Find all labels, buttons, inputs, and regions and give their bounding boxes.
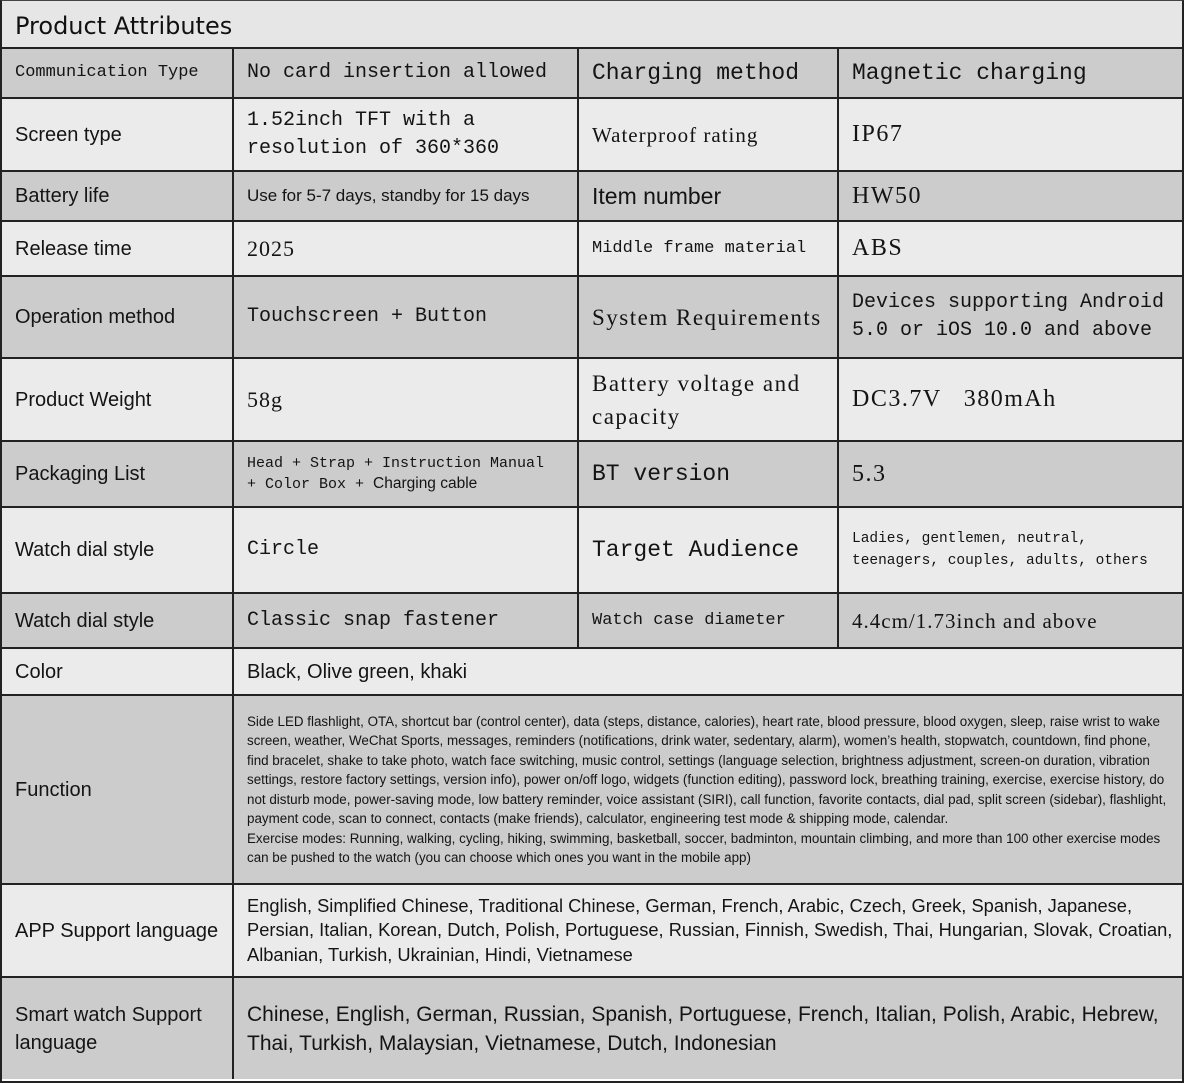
attr-value: 4.4cm/1.73inch and above: [838, 593, 1182, 648]
packaging-line-2-cable: Charging cable: [373, 474, 478, 492]
attr-value: HW50: [838, 171, 1182, 221]
table-row: [2, 593, 1182, 648]
attr-value: 2025: [233, 221, 578, 276]
function-list: Side LED flashlight, OTA, shortcut bar (control center), data (steps, distance, calories), heart rate, blood pressure, blood oxygen, sleep, raise wrist to wake screen, weather, WeChat Sports, messages, reminders (notifications, drink water, sedentary, alarm), women’s health, stopwatch, countdown, find phone, find bracelet, shake to take photo, watch face switching, music control, settings (language selection, brightness adjustment, screen-on duration, vibration settings, restore factory settings, version info), power on/off logo, widgets (function editing), password lock, breathing training, exercise, exercise history, do not disturb mode, power-saving mode, low battery reminder, voice assistant (SIRI), call function, favorite contacts, dial pad, split screen (sidebar), flashlight, payment code, scan to connect, contacts (make friends), calculator, engineering test mode & shipping mode, calendar.: [247, 713, 1167, 826]
attr-value: Devices supporting Android 5.0 or iOS 10.0 and above: [838, 276, 1182, 358]
table-row: [2, 276, 1182, 358]
attr-label: Watch dial style: [2, 593, 233, 648]
packaging-line-1: Head + Strap + Instruction Manual: [247, 454, 545, 472]
table-row: [2, 171, 1182, 221]
attr-label: Waterproof rating: [578, 98, 838, 171]
table-row: [2, 507, 1182, 593]
attr-value: Use for 5-7 days, standby for 15 days: [233, 171, 578, 221]
attributes-table: [2, 49, 1182, 1079]
packaging-line-2: + Color Box +: [247, 475, 374, 493]
attr-value: Touchscreen + Button: [233, 276, 578, 358]
attr-value: No card insertion allowed: [233, 49, 578, 98]
exercise-modes: Exercise modes: Running, walking, cycling, hiking, swimming, basketball, soccer, badminton, mountain climbing, and more than 100 other exercise modes can be pushed to the watch (you can choose which ones you want in the mobile app): [247, 830, 1161, 865]
table-row: [2, 977, 1182, 1079]
attr-value: 5.3: [838, 441, 1182, 507]
attr-label: Communication Type: [2, 49, 233, 98]
attr-value: 58g: [233, 358, 578, 441]
attr-label: Screen type: [2, 98, 233, 171]
attr-value: DC3.7V 380mAh: [838, 358, 1182, 441]
attr-value: ABS: [838, 221, 1182, 276]
attr-value: English, Simplified Chinese, Traditional Chinese, German, French, Arabic, Czech, Greek, Spanish, Japanese, Persian, Italian, Korean, Dutch, Polish, Portuguese, Russian, Finnish, Swedish, Thai, Hungarian, Slovak, Croatian, Albanian, Turkish, Ukrainian, Hindi, Vietnamese: [233, 884, 1182, 977]
attr-label: Watch dial style: [2, 507, 233, 593]
attr-value: IP67: [838, 98, 1182, 171]
table-row: [2, 884, 1182, 977]
attr-label: Charging method: [578, 49, 838, 98]
attr-label: Release time: [2, 221, 233, 276]
attr-label: Function: [2, 695, 233, 884]
attr-label: BT version: [578, 441, 838, 507]
table-row: [2, 695, 1182, 884]
table-row: [2, 648, 1182, 695]
attr-label: System Requirements: [578, 276, 838, 358]
attr-label: Packaging List: [2, 441, 233, 507]
attr-label: Item number: [578, 171, 838, 221]
attr-label: Battery voltage and capacity: [578, 358, 838, 441]
attr-label: APP Support language: [2, 884, 233, 977]
attr-value: 1.52inch TFT with a resolution of 360*360: [233, 98, 578, 171]
table-row: [2, 49, 1182, 98]
attr-label: Middle frame material: [578, 221, 838, 276]
attr-label: Color: [2, 648, 233, 695]
table-row: [2, 441, 1182, 507]
attr-value: [233, 441, 578, 507]
table-row: [2, 358, 1182, 441]
table-row: [2, 221, 1182, 276]
attr-label: Product Weight: [2, 358, 233, 441]
attr-value: Magnetic charging: [838, 49, 1182, 98]
table-row: [2, 98, 1182, 171]
attr-label: Operation method: [2, 276, 233, 358]
attr-value: Black, Olive green, khaki: [233, 648, 1182, 695]
attr-label: Smart watch Support language: [2, 977, 233, 1079]
attr-value: Classic snap fastener: [233, 593, 578, 648]
attr-value: Chinese, English, German, Russian, Spanish, Portuguese, French, Italian, Polish, Arabic, Hebrew, Thai, Turkish, Malaysian, Vietnamese, Dutch, Indonesian: [233, 977, 1182, 1079]
attr-label: Battery life: [2, 171, 233, 221]
attr-value: [233, 695, 1182, 884]
page-title: Product Attributes: [2, 1, 1182, 49]
attr-value: Ladies, gentlemen, neutral, teenagers, couples, adults, others: [838, 507, 1182, 593]
attr-label: Target Audience: [578, 507, 838, 593]
attr-value: Circle: [233, 507, 578, 593]
attr-label: Watch case diameter: [578, 593, 838, 648]
